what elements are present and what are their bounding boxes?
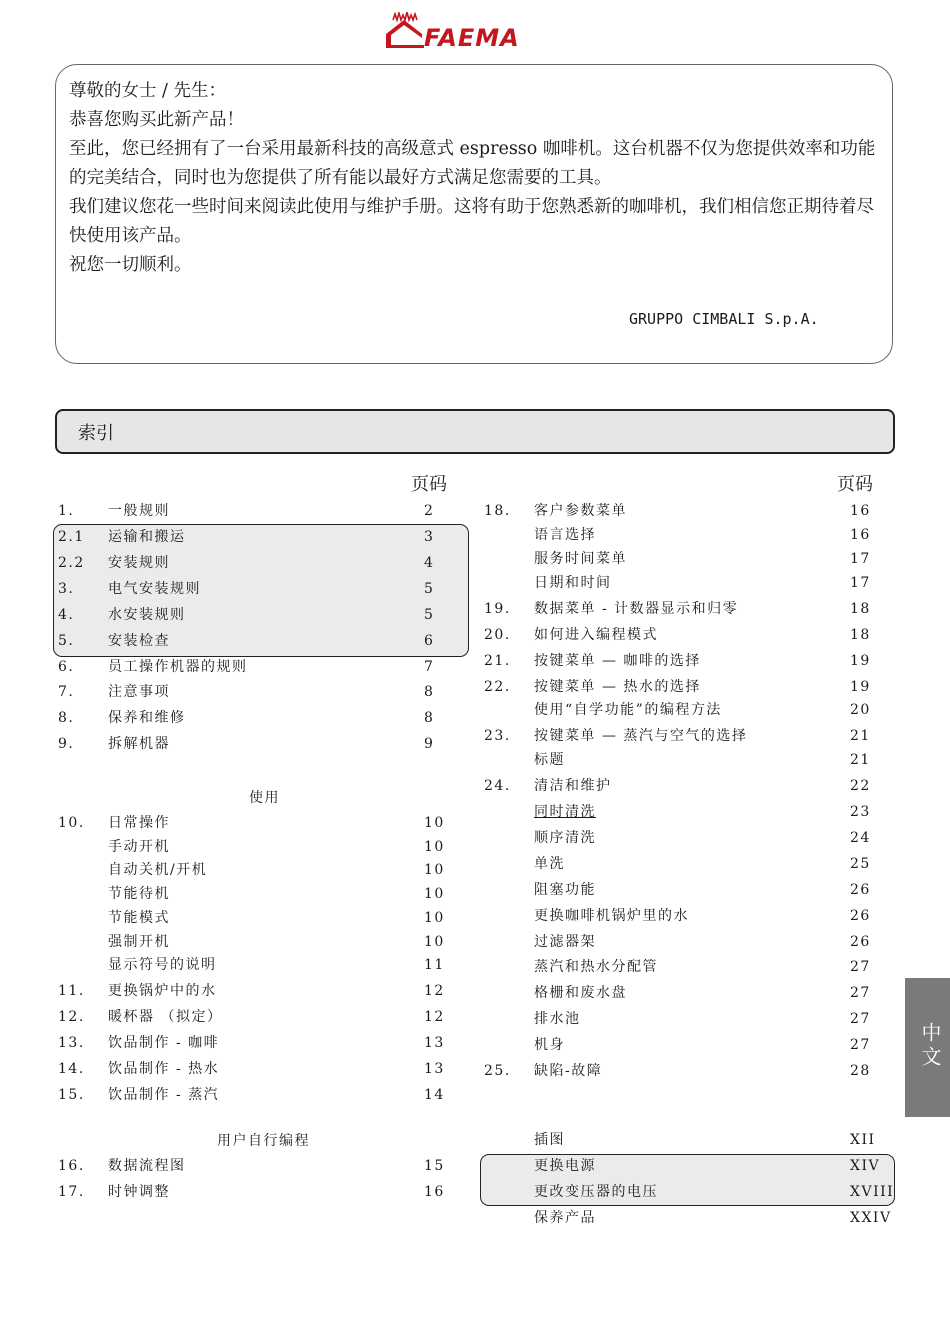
toc-entry — [484, 1128, 904, 1152]
toc-entry — [484, 981, 904, 1005]
toc-entry — [58, 706, 478, 730]
toc-entry — [484, 698, 904, 722]
logo-wordmark: FAEMA — [424, 24, 520, 52]
toc-entry-number: 21. — [484, 653, 511, 669]
toc-entry-number: 10. — [58, 815, 85, 831]
toc-entry-number: 24. — [484, 778, 511, 794]
toc-entry — [484, 826, 904, 850]
toc-entry-label: 更换锅炉中的水 — [108, 983, 217, 999]
toc-entry-label: 缺陷-故障 — [534, 1063, 603, 1079]
toc-entry — [484, 597, 904, 621]
toc-entry — [484, 724, 904, 748]
toc-entry-number: 9. — [58, 736, 75, 752]
toc-entry-page: 26 — [850, 908, 871, 924]
toc-entry-page: 15 — [424, 1158, 445, 1174]
toc-entry — [484, 1154, 904, 1178]
toc-entry-number: 12. — [58, 1009, 85, 1025]
toc-entry-page: XXIV — [850, 1210, 892, 1226]
toc-entry — [484, 878, 904, 902]
toc-entry-label: 如何进入编程模式 — [534, 627, 658, 643]
toc-entry-page: 3 — [424, 529, 435, 545]
toc-entry-number: 19. — [484, 601, 511, 617]
toc-entry-label: 暖杯器 （拟定） — [108, 1009, 223, 1025]
toc-entry-number: 4. — [58, 607, 75, 623]
toc-entry — [58, 930, 478, 954]
toc-entry-page: 10 — [424, 839, 445, 855]
toc-entry — [58, 811, 478, 835]
toc-entry-page: 8 — [424, 710, 435, 726]
toc-entry-label: 显示符号的说明 — [108, 957, 217, 973]
letter-paragraph-2: 我们建议您花一些时间来阅读此使用与维护手册。这将有助于您熟悉新的咖啡机，我们相信您正期待着尽快使用该产品。 — [69, 197, 874, 246]
toc-entry-page: 5 — [424, 581, 435, 597]
toc-entry-label: 同时清洗 — [534, 804, 596, 820]
toc-entry-label: 节能模式 — [108, 910, 170, 926]
section-user-programming: 用户自行编程 — [217, 1133, 310, 1149]
toc-entry-number: 7. — [58, 684, 75, 700]
toc-entry — [58, 1154, 478, 1178]
toc-entry-page: 13 — [424, 1035, 445, 1051]
toc-entry — [484, 1007, 904, 1031]
toc-entry — [58, 979, 478, 1003]
toc-entry-label: 注意事项 — [108, 684, 170, 700]
toc-entry-number: 17. — [58, 1184, 85, 1200]
toc-entry-number: 2.1 — [58, 529, 85, 545]
toc-entry-label: 排水池 — [534, 1011, 581, 1027]
toc-entry — [484, 774, 904, 798]
toc-entry — [484, 649, 904, 673]
toc-entry — [484, 1059, 904, 1083]
language-tab-label: 中文 — [918, 1022, 942, 1070]
toc-entry-page: 20 — [850, 702, 871, 718]
toc-entry — [484, 1180, 904, 1204]
toc-entry — [484, 675, 904, 699]
toc-entry-page: XII — [850, 1132, 876, 1148]
toc-entry — [484, 904, 904, 928]
toc-entry-label: 插图 — [534, 1132, 565, 1148]
toc-entry-label: 自动关机/开机 — [108, 862, 208, 878]
letter-congrats: 恭喜您购买此新产品！ — [69, 110, 244, 130]
toc-entry-label: 服务时间菜单 — [534, 551, 627, 567]
toc-entry-page: 4 — [424, 555, 435, 571]
toc-entry — [58, 1180, 478, 1204]
toc-entry-page: XIV — [850, 1158, 881, 1174]
toc-entry-number: 23. — [484, 728, 511, 744]
toc-entry-page: 19 — [850, 653, 871, 669]
toc-entry-label: 过滤器架 — [534, 934, 596, 950]
toc-entry-page: 21 — [850, 728, 871, 744]
toc-entry-page: 16 — [424, 1184, 445, 1200]
toc-entry-number: 22. — [484, 679, 511, 695]
page-column-header-left: 页码 — [411, 474, 447, 495]
toc-entry — [484, 852, 904, 876]
toc-entry-label: 一般规则 — [108, 503, 170, 519]
toc-entry-page: 18 — [850, 627, 871, 643]
toc-entry-page: 27 — [850, 1037, 871, 1053]
letter-paragraph-1: 至此，您已经拥有了一台采用最新科技的高级意式 espresso 咖啡机。这台机器不仅为您提供效率和功能的完美结合，同时也为您提供了所有能以最好方式满足您需要的工具。 — [69, 139, 876, 188]
toc-entry — [58, 953, 478, 977]
toc-entry-page: 16 — [850, 503, 871, 519]
toc-entry-page: 6 — [424, 633, 435, 649]
toc-entry-page: 26 — [850, 934, 871, 950]
toc-entry-page: 22 — [850, 778, 871, 794]
toc-entry — [58, 655, 478, 679]
toc-entry — [484, 748, 904, 772]
toc-entry — [484, 547, 904, 571]
toc-entry-label: 安装检查 — [108, 633, 170, 649]
toc-entry-page: 13 — [424, 1061, 445, 1077]
toc-entry-page: 10 — [424, 815, 445, 831]
letter-closing: 祝您一切顺利。 — [69, 255, 192, 275]
toc-entry — [58, 732, 478, 756]
toc-entry-label: 节能待机 — [108, 886, 170, 902]
toc-entry-label: 阻塞功能 — [534, 882, 596, 898]
toc-entry-label: 按键菜单 — 咖啡的选择 — [534, 653, 701, 669]
toc-entry-page: 16 — [850, 527, 871, 543]
toc-entry — [484, 930, 904, 954]
toc-entry-label: 顺序清洗 — [534, 830, 596, 846]
toc-entry-label: 拆解机器 — [108, 736, 170, 752]
letter-signature: GRUPPO CIMBALI S.p.A. — [629, 310, 819, 328]
toc-entry-label: 按键菜单 — 蒸汽与空气的选择 — [534, 728, 748, 744]
toc-entry-label: 时钟调整 — [108, 1184, 170, 1200]
toc-entry — [58, 603, 478, 627]
toc-entry — [58, 499, 478, 523]
toc-entry-page: 7 — [424, 659, 435, 675]
toc-entry-label: 格栅和废水盘 — [534, 985, 627, 1001]
language-tab — [905, 978, 950, 1117]
toc-entry — [58, 906, 478, 930]
toc-entry-label: 数据菜单 - 计数器显示和归零 — [534, 601, 739, 617]
toc-entry — [58, 551, 478, 575]
toc-entry-number: 1. — [58, 503, 75, 519]
toc-entry-page: 27 — [850, 1011, 871, 1027]
toc-entry-label: 更换咖啡机锅炉里的水 — [534, 908, 689, 924]
toc-entry — [58, 1031, 478, 1055]
toc-entry — [484, 1033, 904, 1057]
toc-entry-label: 日期和时间 — [534, 575, 612, 591]
toc-entry-page: 10 — [424, 910, 445, 926]
toc-entry — [58, 525, 478, 549]
toc-entry-number: 18. — [484, 503, 511, 519]
toc-entry-page: 9 — [424, 736, 435, 752]
toc-entry-label: 饮品制作 - 蒸汽 — [108, 1087, 220, 1103]
toc-entry — [484, 499, 904, 523]
toc-entry-label: 机身 — [534, 1037, 565, 1053]
toc-entry-label: 使用“自学功能”的编程方法 — [534, 702, 722, 718]
toc-entry-page: 19 — [850, 679, 871, 695]
toc-entry-label: 蒸汽和热水分配管 — [534, 959, 658, 975]
toc-entry-label: 客户参数菜单 — [534, 503, 627, 519]
logo-house-icon — [384, 12, 424, 52]
toc-entry-page: 28 — [850, 1063, 871, 1079]
toc-entry-label: 语言选择 — [534, 527, 596, 543]
toc-entry-number: 8. — [58, 710, 75, 726]
toc-entry-number: 11. — [58, 983, 85, 999]
toc-entry-page: 26 — [850, 882, 871, 898]
toc-entry-label: 保养和维修 — [108, 710, 186, 726]
toc-entry-page: 8 — [424, 684, 435, 700]
toc-entry-number: 16. — [58, 1158, 85, 1174]
toc-entry-number: 25. — [484, 1063, 511, 1079]
faema-logo — [384, 12, 568, 52]
index-title: 索引 — [78, 423, 114, 444]
toc-entry-page: 10 — [424, 862, 445, 878]
toc-entry-label: 手动开机 — [108, 839, 170, 855]
toc-entry — [58, 680, 478, 704]
toc-entry-number: 14. — [58, 1061, 85, 1077]
toc-entry-label: 更改变压器的电压 — [534, 1184, 658, 1200]
toc-entry-page: 24 — [850, 830, 871, 846]
toc-entry — [484, 1206, 904, 1230]
toc-entry-label: 运输和搬运 — [108, 529, 186, 545]
toc-entry-page: 10 — [424, 934, 445, 950]
toc-entry-label: 饮品制作 - 咖啡 — [108, 1035, 220, 1051]
toc-entry-label: 饮品制作 - 热水 — [108, 1061, 220, 1077]
toc-entry-label: 清洁和维护 — [534, 778, 612, 794]
toc-entry-page: 12 — [424, 983, 445, 999]
toc-entry-page: 17 — [850, 575, 871, 591]
toc-entry-label: 单洗 — [534, 856, 565, 872]
toc-entry — [484, 523, 904, 547]
toc-entry — [58, 835, 478, 859]
toc-entry-number: 15. — [58, 1087, 85, 1103]
toc-entry — [484, 800, 904, 824]
toc-entry-label: 保养产品 — [534, 1210, 596, 1226]
toc-entry-number: 13. — [58, 1035, 85, 1051]
toc-entry-page: 21 — [850, 752, 871, 768]
toc-entry-label: 更换电源 — [534, 1158, 596, 1174]
toc-entry — [58, 882, 478, 906]
toc-entry-page: 18 — [850, 601, 871, 617]
toc-entry-page: 27 — [850, 959, 871, 975]
letter-greeting: 尊敬的女士 / 先生： — [69, 81, 227, 101]
toc-entry — [58, 1083, 478, 1107]
toc-entry-page: 12 — [424, 1009, 445, 1025]
toc-entry-label: 员工操作机器的规则 — [108, 659, 248, 675]
welcome-letter — [55, 64, 893, 364]
toc-entry-page: 11 — [424, 957, 445, 973]
toc-entry — [58, 629, 478, 653]
toc-entry-label: 标题 — [534, 752, 565, 768]
toc-entry-page: 2 — [424, 503, 435, 519]
toc-entry-label: 强制开机 — [108, 934, 170, 950]
toc-entry-label: 数据流程图 — [108, 1158, 186, 1174]
toc-entry-label: 按键菜单 — 热水的选择 — [534, 679, 701, 695]
index-header — [55, 409, 895, 454]
toc-entry-page: XVIII — [850, 1184, 895, 1200]
toc-entry-page: 23 — [850, 804, 871, 820]
toc-entry-page: 27 — [850, 985, 871, 1001]
toc-entry — [58, 577, 478, 601]
toc-entry — [58, 1005, 478, 1029]
toc-entry — [58, 858, 478, 882]
toc-entry-number: 6. — [58, 659, 75, 675]
toc-entry-label: 水安装规则 — [108, 607, 186, 623]
toc-entry — [484, 623, 904, 647]
section-use: 使用 — [249, 790, 280, 806]
toc-entry-page: 5 — [424, 607, 435, 623]
toc-entry-label: 安装规则 — [108, 555, 170, 571]
page-column-header-right: 页码 — [837, 474, 873, 495]
toc-entry-page: 17 — [850, 551, 871, 567]
toc-entry — [484, 955, 904, 979]
toc-entry-page: 10 — [424, 886, 445, 902]
toc-entry-number: 20. — [484, 627, 511, 643]
toc-entry-number: 5. — [58, 633, 75, 649]
toc-entry-label: 电气安装规则 — [108, 581, 201, 597]
toc-entry-number: 2.2 — [58, 555, 85, 571]
toc-entry — [484, 571, 904, 595]
toc-entry-page: 25 — [850, 856, 871, 872]
toc-entry-page: 14 — [424, 1087, 445, 1103]
toc-entry-number: 3. — [58, 581, 75, 597]
toc-entry-label: 日常操作 — [108, 815, 170, 831]
toc-entry — [58, 1057, 478, 1081]
